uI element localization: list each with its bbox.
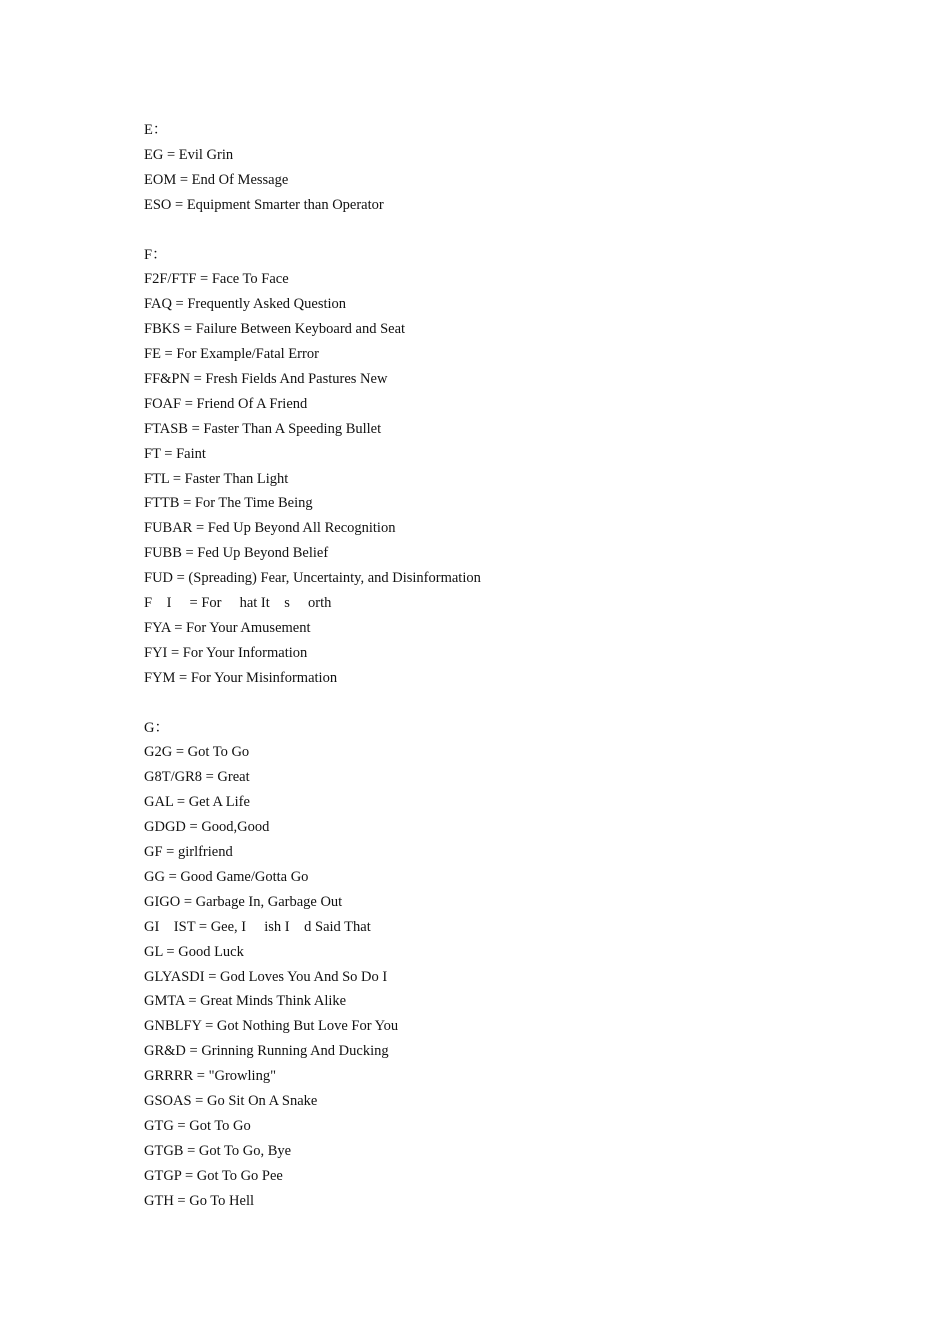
list-item: GG = Good Game/Gotta Go xyxy=(144,868,309,885)
list-item: FTTB = For The Time Being xyxy=(144,495,313,512)
section-heading: E： xyxy=(144,122,168,138)
list-item: EG = Evil Grin xyxy=(144,146,234,163)
list-item: FF&PN = Fresh Fields And Pastures New xyxy=(144,371,388,388)
section-g xyxy=(144,716,904,1214)
section-f xyxy=(144,243,904,691)
list-item: GLYASDI = God Loves You And So Do I xyxy=(144,968,388,985)
section-e xyxy=(144,118,904,218)
list-item: GL = Good Luck xyxy=(144,943,244,960)
list-item: FYI = For Your Information xyxy=(144,644,308,661)
list-item: GSOAS = Go Sit On A Snake xyxy=(144,1092,318,1109)
list-item: G8T/GR8 = Great xyxy=(144,769,250,786)
document-page xyxy=(144,118,904,1213)
list-item: EOM = End Of Message xyxy=(144,171,289,188)
list-item: GTGP = Got To Go Pee xyxy=(144,1167,283,1184)
list-item: F I = For hat It s orth xyxy=(144,595,332,612)
list-item: GI IST = Gee, I ish I d Said That xyxy=(144,918,371,935)
list-item: GDGD = Good,Good xyxy=(144,819,270,836)
list-item: GRRRR = "Growling" xyxy=(144,1068,277,1085)
list-item: F2F/FTF = Face To Face xyxy=(144,271,289,288)
list-item: FT = Faint xyxy=(144,445,206,462)
list-item: FE = For Example/Fatal Error xyxy=(144,346,319,363)
list-item: GTG = Got To Go xyxy=(144,1117,251,1134)
list-item: ESO = Equipment Smarter than Operator xyxy=(144,196,384,213)
list-item: GR&D = Grinning Running And Ducking xyxy=(144,1043,389,1060)
list-item: G2G = Got To Go xyxy=(144,744,250,761)
list-item: FYM = For Your Misinformation xyxy=(144,669,338,686)
list-item: FUBB = Fed Up Beyond Belief xyxy=(144,545,329,562)
list-item: FAQ = Frequently Asked Question xyxy=(144,296,347,313)
section-heading: F： xyxy=(144,246,167,263)
list-item: FTASB = Faster Than A Speeding Bullet xyxy=(144,420,382,437)
list-item: GF = girlfriend xyxy=(144,844,233,861)
list-item: FOAF = Friend Of A Friend xyxy=(144,395,308,412)
list-item: GTH = Go To Hell xyxy=(144,1192,254,1209)
list-item: FTL = Faster Than Light xyxy=(144,470,289,487)
list-item: FUBAR = Fed Up Beyond All Recognition xyxy=(144,520,396,537)
list-item: GTGB = Got To Go, Bye xyxy=(144,1142,292,1159)
list-item: FYA = For Your Amusement xyxy=(144,619,311,636)
list-item: GIGO = Garbage In, Garbage Out xyxy=(144,893,343,910)
list-item: GAL = Get A Life xyxy=(144,794,250,811)
list-item: FUD = (Spreading) Fear, Uncertainty, and Disinformation xyxy=(144,570,481,587)
list-item: GNBLFY = Got Nothing But Love For You xyxy=(144,1018,399,1035)
section-heading: G： xyxy=(144,719,169,736)
list-item: FBKS = Failure Between Keyboard and Seat xyxy=(144,321,406,338)
list-item: GMTA = Great Minds Think Alike xyxy=(144,993,347,1010)
